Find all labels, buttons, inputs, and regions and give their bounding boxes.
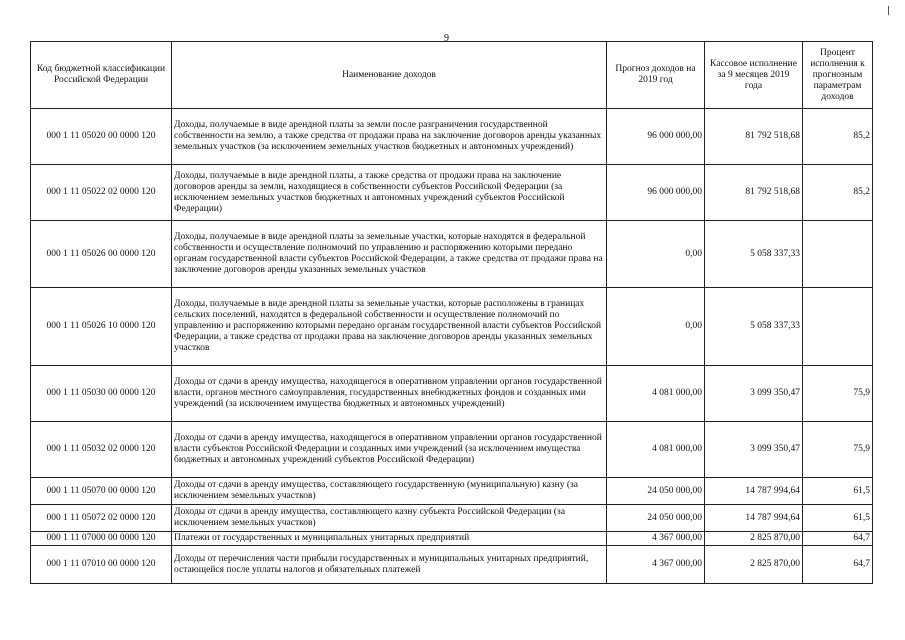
cell-name: Доходы от сдачи в аренду имущества, находящегося в оперативном управлении органов государственной власти субъектов Российской Федерации и созданных ими учреждений (за исключением имущества бюджетных и автономных учреждений субъектов Российской Федерации) [172,422,607,478]
cell-code: 000 1 11 07000 00 0000 120 [31,532,172,546]
table-row [31,505,873,532]
cell-actual: 5 058 337,33 [705,288,803,366]
cell-percent: 75,9 [803,366,873,422]
cell-code: 000 1 11 07010 00 0000 120 [31,546,172,584]
cell-forecast: 4 081 000,00 [607,422,705,478]
cell-percent: 64,7 [803,546,873,584]
cell-percent: 64,7 [803,532,873,546]
cell-code: 000 1 11 05026 10 0000 120 [31,288,172,366]
cell-forecast: 96 000 000,00 [607,165,705,221]
table-row [31,109,873,165]
cell-forecast: 24 050 000,00 [607,505,705,532]
revenue-table [30,41,873,584]
table-row [31,422,873,478]
page-number: 9 [444,33,449,44]
cell-percent: 61,5 [803,505,873,532]
cell-code: 000 1 11 05072 02 0000 120 [31,505,172,532]
cell-code: 000 1 11 05070 00 0000 120 [31,478,172,505]
cell-name: Доходы от сдачи в аренду имущества, находящегося в оперативном управлении органов государственной власти, органов местного самоуправления, государственных внебюджетных фондов и созданных ими учреждений (за исключением имущества бюджетных и автономных учреждений) [172,366,607,422]
cell-forecast: 96 000 000,00 [607,109,705,165]
cell-name: Доходы, получаемые в виде арендной платы, а также средства от продажи права на заключение договоров аренды за земли, находящиеся в собственности субъектов Российской Федерации (за исключением земельных участков бюджетных и автономных учреждений субъектов Российской Федерации) [172,165,607,221]
cell-percent [803,288,873,366]
cell-actual: 14 787 994,64 [705,505,803,532]
cell-actual: 81 792 518,68 [705,165,803,221]
cell-name: Доходы, получаемые в виде арендной платы за земельные участки, которые расположены в границах сельских поселений, находятся в федеральной собственности и осуществление полномочий по управлению и распоряжению которыми передано органам государственной власти субъектов Российской Федерации, а также средства от продажи права на заключение договоров аренды указанных земельных участков [172,288,607,366]
table-row [31,221,873,288]
cell-percent [803,221,873,288]
cell-name: Доходы от сдачи в аренду имущества, составляющего казну субъекта Российской Федерации (за исключением земельных участков) [172,505,607,532]
cell-name: Доходы от сдачи в аренду имущества, составляющего государственную (муниципальную) казну (за исключением земельных участков) [172,478,607,505]
cell-forecast: 4 367 000,00 [607,546,705,584]
cell-code: 000 1 11 05032 02 0000 120 [31,422,172,478]
cell-actual: 5 058 337,33 [705,221,803,288]
cell-actual: 3 099 350,47 [705,422,803,478]
cell-actual: 2 825 870,00 [705,546,803,584]
cell-name: Доходы, получаемые в виде арендной платы за земельные участки, которые находятся в федеральной собственности и осуществление полномочий по управлению и распоряжению которыми передано органам государственной власти субъектов Российской Федерации, а также средства от продажи права на заключение договоров аренды указанных земельных участков [172,221,607,288]
table-header-row [31,42,873,109]
header-percent: Процент исполнения к прогнозным параметрам доходов [803,42,873,109]
table-row [31,532,873,546]
cell-code: 000 1 11 05020 00 0000 120 [31,109,172,165]
cell-actual: 3 099 350,47 [705,366,803,422]
cell-name: Платежи от государственных и муниципальных унитарных предприятий [172,532,607,546]
table-row [31,288,873,366]
cell-forecast: 0,00 [607,288,705,366]
cell-forecast: 4 367 000,00 [607,532,705,546]
cell-percent: 61,5 [803,478,873,505]
cell-name: Доходы от перечисления части прибыли государственных и муниципальных унитарных предприятий, остающейся после уплаты налогов и обязательных платежей [172,546,607,584]
cell-percent: 85,2 [803,109,873,165]
cell-actual: 14 787 994,64 [705,478,803,505]
cell-code: 000 1 11 05026 00 0000 120 [31,221,172,288]
header-name: Наименование доходов [172,42,607,109]
table-row [31,165,873,221]
header-forecast: Прогноз доходов на 2019 год [607,42,705,109]
cell-percent: 75,9 [803,422,873,478]
cell-code: 000 1 11 05022 02 0000 120 [31,165,172,221]
cell-forecast: 4 081 000,00 [607,366,705,422]
cell-forecast: 0,00 [607,221,705,288]
header-code: Код бюджетной классификации Российской Федерации [31,42,172,109]
table-row [31,366,873,422]
cell-name: Доходы, получаемые в виде арендной платы за земли после разграничения государственной собственности на землю, а также средства от продажи права на заключение договоров аренды указанных земельных участков (за исключением земельных участков бюджетных и автономных учреждений) [172,109,607,165]
cell-actual: 2 825 870,00 [705,532,803,546]
header-actual: Кассовое исполнение за 9 месяцев 2019 года [705,42,803,109]
table-row [31,478,873,505]
cell-code: 000 1 11 05030 00 0000 120 [31,366,172,422]
scan-edge-mark [888,6,889,15]
cell-forecast: 24 050 000,00 [607,478,705,505]
cell-percent: 85,2 [803,165,873,221]
cell-actual: 81 792 518,68 [705,109,803,165]
table-row [31,546,873,584]
